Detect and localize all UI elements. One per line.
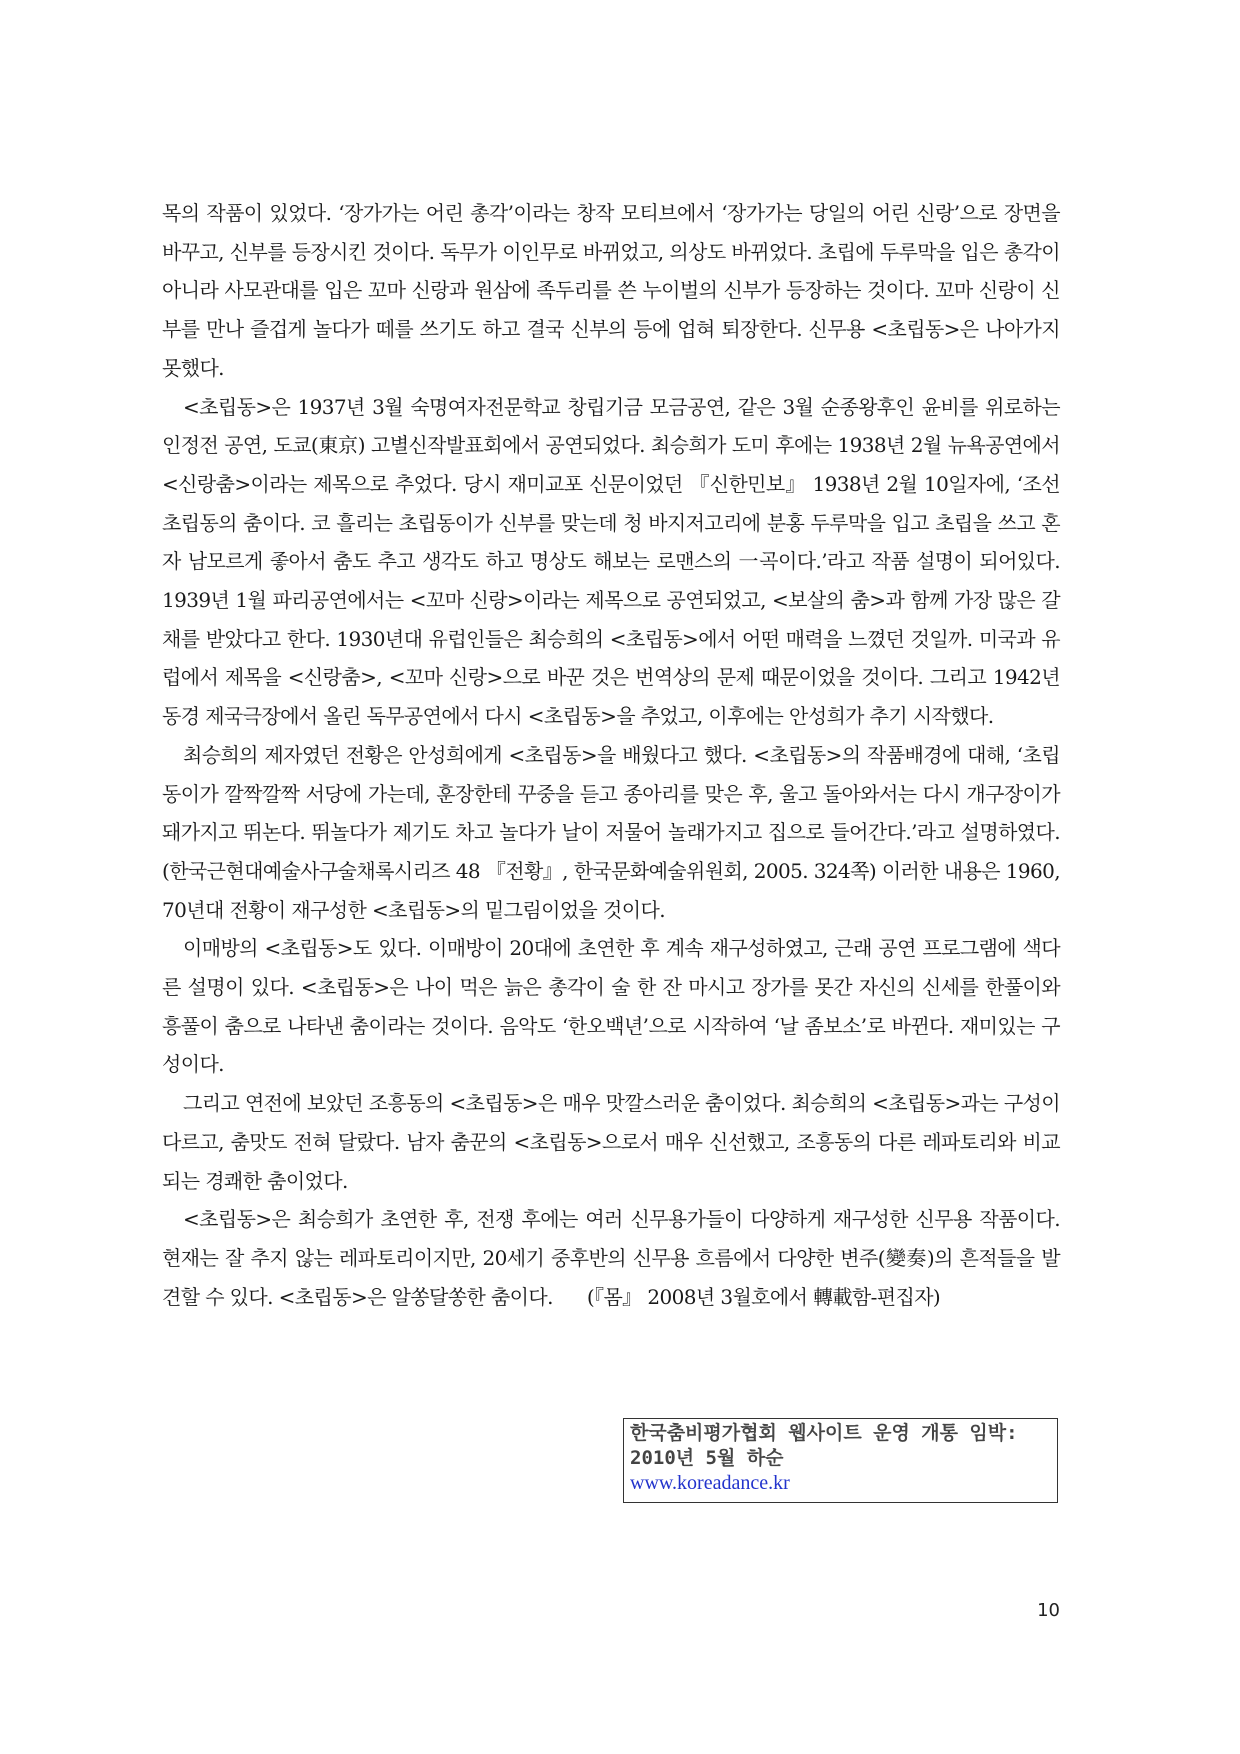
notice-line-2: 2010년 5월 하순: [630, 1447, 784, 1469]
paragraph-5: 그리고 연전에 보았던 조흥동의 <초립동>은 매우 맛깔스러운 춤이었다. 최승희의 <초립동>과는 구성이 다르고, 춤맛도 전혀 달랐다. 남자 춤꾼의 <초립동>으로서 매우 신선했고, 조흥동의 다른 레파토리와 비교되는 경쾌한 춤이었다.: [162, 1091, 1060, 1193]
paragraph-3: 최승희의 제자였던 전황은 안성희에게 <초립동>을 배웠다고 했다. <초립동>의 작품배경에 대해, ‘초립동이가 깔짝깔짝 서당에 가는데, 훈장한테 꾸중을 듣고 종아리를 맞은 후, 울고 돌아와서는 다시 개구장이가 돼가지고 뛰논다. 뛰놀다가 제기도 차고 놀다가 날이 저물어 놀래가지고 집으로 들어간다.’라고 설명하였다.(한국근현대예술사구술채록시리즈 48 『전황』, 한국문화예술위원회, 2005. 324쪽) 이러한 내용은 1960, 70년대 전황이 재구성한 <초립동>의 밑그림이었을 것이다.: [162, 742, 1060, 922]
website-link[interactable]: www.koreadance.kr: [630, 1472, 790, 1494]
notice-line-1: 한국춤비평가협회 웹사이트 운영 개통 임박:: [630, 1422, 1018, 1444]
paragraph-1: 목의 작품이 있었다. ‘장가가는 어린 총각’이라는 창작 모티브에서 ‘장가가는 당일의 어린 신랑’으로 장면을 바꾸고, 신부를 등장시킨 것이다. 독무가 이인무로 바뀌었고, 의상도 바뀌었다. 초립에 두루막을 입은 총각이 아니라 사모관대를 입은 꼬마 신랑과 원삼에 족두리를 쓴 누이벌의 신부가 등장하는 것이다. 꼬마 신랑이 신부를 만나 즐겁게 놀다가 떼를 쓰기도 하고 결국 신부의 등에 업혀 퇴장한다. 신무용 <초립동>은 나아가지 못했다.: [162, 201, 1060, 380]
paragraph-6: [162, 1200, 1060, 1316]
source-note: (『몸』 2008년 3월호에서 轉載함-편집자): [586, 1284, 941, 1309]
website-notice-box: [623, 1418, 1058, 1503]
paragraph-2: <초립동>은 1937년 3월 숙명여자전문학교 창립기금 모금공연, 같은 3월 순종왕후인 윤비를 위로하는 인정전 공연, 도쿄(東京) 고별신작발표회에서 공연되었다. 최승희가 도미 후에는 1938년 2월 뉴욕공연에서 <신랑춤>이라는 제목으로 추었다. 당시 재미교포 신문이었던 『신한민보』 1938년 2월 10일자에, ‘조선 초립동의 춤이다. 코 흘리는 초립동이가 신부를 맞는데 청 바지저고리에 분홍 두루막을 입고 초립을 쓰고 혼자 남모르게 좋아서 춤도 추고 생각도 하고 명상도 해보는 로맨스의 一곡이다.’라고 작품 설명이 되어있다. 1939년 1월 파리공연에서는 <꼬마 신랑>이라는 제목으로 공연되었고, <보살의 춤>과 함께 가장 많은 갈채를 받았다고 한다. 1930년대 유럽인들은 최승희의 <초립동>에서 어떤 매력을 느꼈던 것일까. 미국과 유럽에서 제목을 <신랑춤>, <꼬마 신랑>으로 바꾼 것은 번역상의 문제 때문이었을 것이다. 그리고 1942년 동경 제국극장에서 올린 독무공연에서 다시 <초립동>을 추었고, 이후에는 안성희가 추기 시작했다.: [162, 394, 1060, 729]
paragraph-6-text: <초립동>은 최승희가 초연한 후, 전쟁 후에는 여러 신무용가들이 다양하게 재구성한 신무용 작품이다. 현재는 잘 추지 않는 레파토리이지만, 20세기 중후반의 신무용 흐름에서 다양한 변주(變奏)의 흔적들을 발견할 수 있다. <초립동>은 알쏭달쏭한 춤이다.: [162, 1207, 1060, 1309]
article-body: [162, 194, 1060, 1316]
page-number: 10: [1037, 1600, 1060, 1621]
paragraph-4: 이매방의 <초립동>도 있다. 이매방이 20대에 초연한 후 계속 재구성하였고, 근래 공연 프로그램에 색다른 설명이 있다. <초립동>은 나이 먹은 늙은 총각이 술 한 잔 마시고 장가를 못간 자신의 신세를 한풀이와 흥풀이 춤으로 나타낸 춤이라는 것이다. 음악도 ‘한오백년’으로 시작하여 ‘날 좀보소’로 바뀐다. 재미있는 구성이다.: [162, 936, 1060, 1077]
